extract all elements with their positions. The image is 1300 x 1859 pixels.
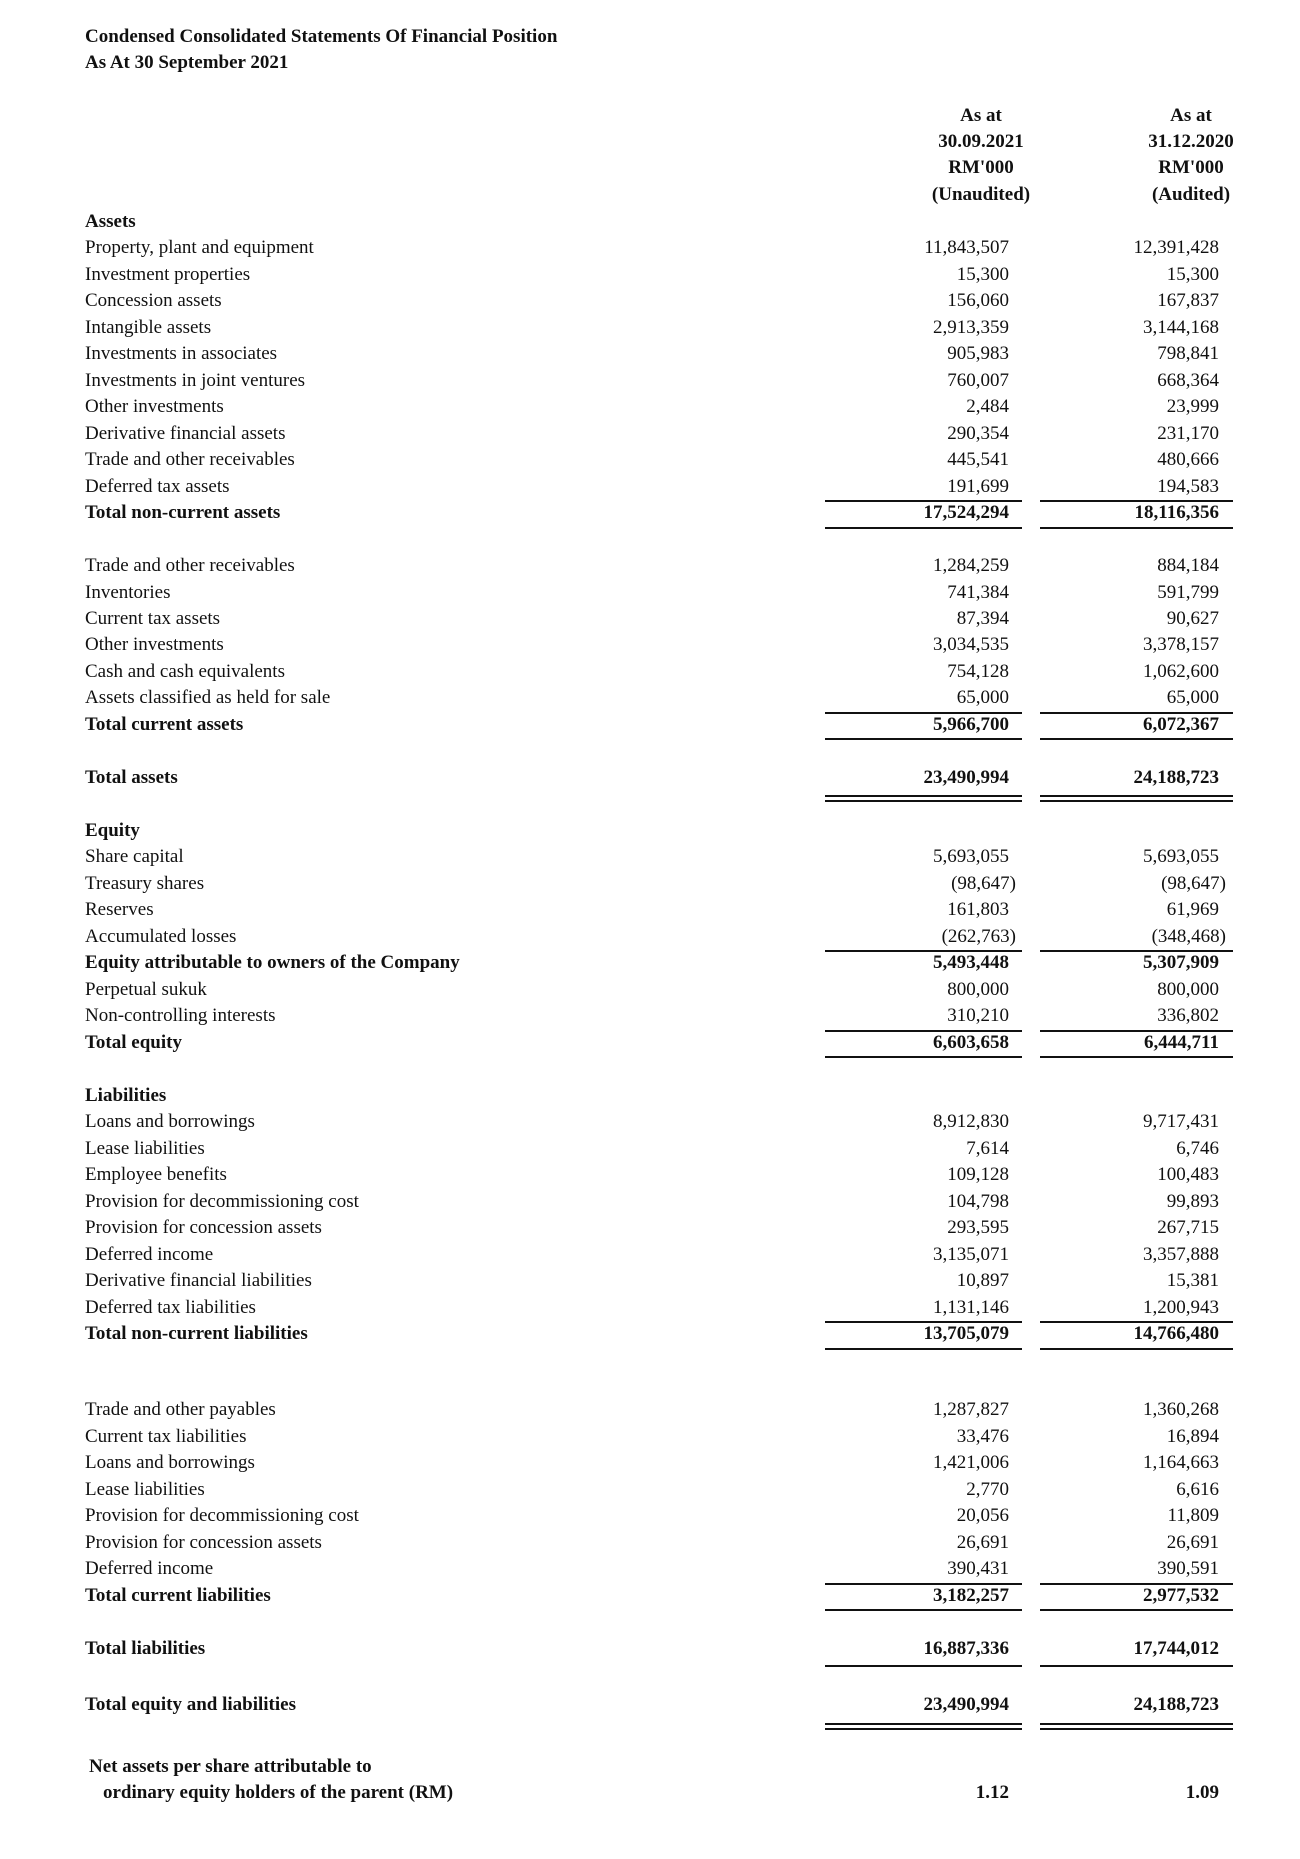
value-prior: (98,647) xyxy=(1161,873,1226,894)
value-current: 3,135,071 xyxy=(933,1244,1009,1265)
row-label: Deferred income xyxy=(85,1244,214,1265)
value-prior: 3,378,157 xyxy=(1143,634,1219,655)
value-current: 5,493,448 xyxy=(933,952,1009,973)
value-prior: 194,583 xyxy=(1157,476,1219,497)
single-underline xyxy=(1040,500,1233,502)
table-row xyxy=(85,1503,1235,1530)
value-prior: 24,188,723 xyxy=(1133,1694,1219,1715)
row-label: Total equity xyxy=(85,1032,182,1053)
row-label: Deferred tax liabilities xyxy=(85,1297,256,1318)
row-label: Derivative financial liabilities xyxy=(85,1270,312,1291)
value-prior: 267,715 xyxy=(1157,1217,1219,1238)
value-prior: 61,969 xyxy=(1166,899,1219,920)
value-current: 5,966,700 xyxy=(933,714,1009,735)
row-label: Total current liabilities xyxy=(85,1585,271,1606)
single-underline xyxy=(1040,1609,1233,1611)
table-row xyxy=(85,1530,1235,1557)
row-label: Accumulated losses xyxy=(85,926,237,947)
table-row xyxy=(85,1242,1235,1269)
value-prior: 9,717,431 xyxy=(1143,1111,1219,1132)
row-label: Total liabilities xyxy=(85,1638,206,1659)
row-label: Loans and borrowings xyxy=(85,1452,255,1473)
single-underline xyxy=(825,950,1022,952)
value-current: 156,060 xyxy=(947,290,1009,311)
row-label: Total assets xyxy=(85,767,178,788)
value-current: 905,983 xyxy=(947,343,1009,364)
row-label: Assets classified as held for sale xyxy=(85,687,331,708)
value-current: 23,490,994 xyxy=(923,767,1009,788)
value-prior: 1.09 xyxy=(1185,1782,1219,1803)
value-prior: 5,307,909 xyxy=(1143,952,1219,973)
table-row xyxy=(85,1268,1235,1295)
value-current: 293,595 xyxy=(947,1217,1009,1238)
table-row xyxy=(85,924,1235,951)
row-label: Provision for concession assets xyxy=(85,1217,322,1238)
row-label: Lease liabilities xyxy=(85,1138,205,1159)
table-row xyxy=(85,1556,1235,1583)
table-row xyxy=(85,1397,1235,1424)
table-row xyxy=(85,818,1235,845)
value-current: 16,887,336 xyxy=(923,1638,1009,1659)
row-label: Assets xyxy=(85,211,136,232)
value-current: 33,476 xyxy=(956,1426,1009,1447)
value-prior: 6,444,711 xyxy=(1144,1032,1219,1053)
row-label: Investments in joint ventures xyxy=(85,370,306,391)
value-current: 5,693,055 xyxy=(933,846,1009,867)
row-label: Provision for decommissioning cost xyxy=(85,1191,359,1212)
table-row xyxy=(85,474,1235,501)
table-row xyxy=(85,500,1235,527)
single-underline xyxy=(825,1665,1022,1667)
table-row xyxy=(85,288,1235,315)
table-row xyxy=(85,1030,1235,1057)
value-prior: 1,200,943 xyxy=(1143,1297,1219,1318)
value-prior: 15,381 xyxy=(1166,1270,1219,1291)
table-row xyxy=(85,765,1235,792)
row-label: Reserves xyxy=(85,899,154,920)
value-prior: 798,841 xyxy=(1157,343,1219,364)
table-row xyxy=(85,1780,1235,1807)
table-row xyxy=(85,262,1235,289)
single-underline xyxy=(825,1030,1022,1032)
row-label: Provision for decommissioning cost xyxy=(85,1505,359,1526)
table-row xyxy=(85,447,1235,474)
value-current: 3,034,535 xyxy=(933,634,1009,655)
row-label: Treasury shares xyxy=(85,873,205,894)
value-current: 109,128 xyxy=(947,1164,1009,1185)
value-current: 15,300 xyxy=(956,264,1009,285)
value-prior: 12,391,428 xyxy=(1133,237,1219,258)
value-prior: 90,627 xyxy=(1166,608,1219,629)
value-prior: 6,746 xyxy=(1176,1138,1219,1159)
single-underline xyxy=(825,1609,1022,1611)
double-underline xyxy=(825,795,1022,802)
value-prior: 99,893 xyxy=(1166,1191,1219,1212)
table-row xyxy=(85,1754,1235,1781)
row-label: Lease liabilities xyxy=(85,1479,205,1500)
single-underline xyxy=(825,1348,1022,1350)
table-row xyxy=(85,1003,1235,1030)
value-current: 2,770 xyxy=(966,1479,1009,1500)
table-row xyxy=(85,1636,1235,1663)
table-row xyxy=(85,844,1235,871)
value-prior: 26,691 xyxy=(1166,1532,1219,1553)
value-current: 1,131,146 xyxy=(933,1297,1009,1318)
value-prior: 24,188,723 xyxy=(1133,767,1219,788)
row-label: Trade and other payables xyxy=(85,1399,276,1420)
single-underline xyxy=(825,712,1022,714)
row-label: Intangible assets xyxy=(85,317,212,338)
value-prior: 1,062,600 xyxy=(1143,661,1219,682)
value-current: 2,484 xyxy=(966,396,1009,417)
value-current: 310,210 xyxy=(947,1005,1009,1026)
single-underline xyxy=(1040,1583,1233,1585)
value-current: (98,647) xyxy=(951,873,1016,894)
row-label: Non-controlling interests xyxy=(85,1005,276,1026)
row-label: Other investments xyxy=(85,634,224,655)
value-prior: 18,116,356 xyxy=(1134,502,1219,523)
row-label: Trade and other receivables xyxy=(85,555,295,576)
value-current: 8,912,830 xyxy=(933,1111,1009,1132)
value-prior: 6,616 xyxy=(1176,1479,1219,1500)
table-row xyxy=(85,1583,1235,1610)
value-prior: 15,300 xyxy=(1166,264,1219,285)
table-row xyxy=(85,632,1235,659)
row-label: Total equity and liabilities xyxy=(85,1694,296,1715)
value-prior: 1,360,268 xyxy=(1143,1399,1219,1420)
table-row xyxy=(85,1424,1235,1451)
value-prior: 5,693,055 xyxy=(1143,846,1219,867)
table-row xyxy=(85,685,1235,712)
row-label: Equity attributable to owners of the Company xyxy=(85,952,460,973)
value-current: 20,056 xyxy=(956,1505,1009,1526)
value-current: 1,421,006 xyxy=(933,1452,1009,1473)
table-row xyxy=(85,209,1235,236)
value-current: 161,803 xyxy=(947,899,1009,920)
single-underline xyxy=(1040,1030,1233,1032)
row-label: Property, plant and equipment xyxy=(85,237,314,258)
double-underline xyxy=(1040,1723,1233,1730)
value-prior: 2,977,532 xyxy=(1143,1585,1219,1606)
row-label: Total current assets xyxy=(85,714,244,735)
table-row xyxy=(85,1189,1235,1216)
table-row xyxy=(85,1162,1235,1189)
value-prior: 231,170 xyxy=(1157,423,1219,444)
double-underline xyxy=(825,1723,1022,1730)
table-row xyxy=(85,1321,1235,1348)
row-label: Investment properties xyxy=(85,264,251,285)
value-current: 104,798 xyxy=(947,1191,1009,1212)
value-current: 23,490,994 xyxy=(923,1694,1009,1715)
value-prior: 390,591 xyxy=(1157,1558,1219,1579)
table-row xyxy=(85,315,1235,342)
table-row xyxy=(85,553,1235,580)
value-prior: 100,483 xyxy=(1157,1164,1219,1185)
row-label: Employee benefits xyxy=(85,1164,227,1185)
single-underline xyxy=(825,1321,1022,1323)
row-label: Net assets per share attributable to xyxy=(89,1756,372,1777)
value-current: 741,384 xyxy=(947,582,1009,603)
row-label: Investments in associates xyxy=(85,343,278,364)
single-underline xyxy=(1040,1348,1233,1350)
value-prior: 336,802 xyxy=(1157,1005,1219,1026)
table-row xyxy=(85,659,1235,686)
value-current: 7,614 xyxy=(966,1138,1009,1159)
table-row xyxy=(85,950,1235,977)
table-row xyxy=(85,235,1235,262)
row-label: Trade and other receivables xyxy=(85,449,295,470)
table-row xyxy=(85,977,1235,1004)
value-current: 1.12 xyxy=(975,1782,1009,1803)
table-row xyxy=(85,1477,1235,1504)
value-current: 754,128 xyxy=(947,661,1009,682)
value-current: 445,541 xyxy=(947,449,1009,470)
single-underline xyxy=(825,1583,1022,1585)
row-label: Derivative financial assets xyxy=(85,423,286,444)
single-underline xyxy=(1040,1665,1233,1667)
value-prior: 3,144,168 xyxy=(1143,317,1219,338)
row-label: Concession assets xyxy=(85,290,222,311)
value-current: 390,431 xyxy=(947,1558,1009,1579)
table-row xyxy=(85,580,1235,607)
value-current: 2,913,359 xyxy=(933,317,1009,338)
table-row xyxy=(85,897,1235,924)
row-label: Deferred income xyxy=(85,1558,214,1579)
document-title: Condensed Consolidated Statements Of Financial Position xyxy=(85,26,558,47)
value-current: 3,182,257 xyxy=(933,1585,1009,1606)
table-row xyxy=(85,1083,1235,1110)
value-current: 290,354 xyxy=(947,423,1009,444)
single-underline xyxy=(825,500,1022,502)
table-row xyxy=(85,341,1235,368)
row-label: Share capital xyxy=(85,846,184,867)
value-current: 11,843,507 xyxy=(924,237,1009,258)
value-current: 13,705,079 xyxy=(923,1323,1009,1344)
row-label: Liabilities xyxy=(85,1085,167,1106)
row-label: Current tax assets xyxy=(85,608,221,629)
value-prior: 1,164,663 xyxy=(1143,1452,1219,1473)
single-underline xyxy=(825,738,1022,740)
value-prior: 167,837 xyxy=(1157,290,1219,311)
value-current: 65,000 xyxy=(956,687,1009,708)
single-underline xyxy=(1040,712,1233,714)
row-label: Inventories xyxy=(85,582,171,603)
value-prior: 23,999 xyxy=(1166,396,1219,417)
value-prior: 17,744,012 xyxy=(1133,1638,1219,1659)
row-label: Other investments xyxy=(85,396,224,417)
single-underline xyxy=(1040,1321,1233,1323)
value-prior: 884,184 xyxy=(1157,555,1219,576)
row-label: ordinary equity holders of the parent (RM) xyxy=(103,1782,454,1803)
row-label: Cash and cash equivalents xyxy=(85,661,285,682)
value-prior: 800,000 xyxy=(1157,979,1219,1000)
table-row xyxy=(85,1295,1235,1322)
table-row xyxy=(85,606,1235,633)
value-current: (262,763) xyxy=(941,926,1016,947)
value-current: 26,691 xyxy=(956,1532,1009,1553)
value-prior: 11,809 xyxy=(1167,1505,1219,1526)
single-underline xyxy=(825,527,1022,529)
value-prior: 591,799 xyxy=(1157,582,1219,603)
single-underline xyxy=(1040,527,1233,529)
single-underline xyxy=(1040,738,1233,740)
single-underline xyxy=(1040,1056,1233,1058)
row-label: Current tax liabilities xyxy=(85,1426,247,1447)
row-label: Perpetual sukuk xyxy=(85,979,207,1000)
table-row xyxy=(85,421,1235,448)
value-prior: 480,666 xyxy=(1157,449,1219,470)
row-label: Deferred tax assets xyxy=(85,476,230,497)
table-row xyxy=(85,394,1235,421)
row-label: Total non-current liabilities xyxy=(85,1323,308,1344)
value-current: 10,897 xyxy=(956,1270,1009,1291)
table-row xyxy=(85,712,1235,739)
single-underline xyxy=(1040,950,1233,952)
single-underline xyxy=(825,1056,1022,1058)
value-prior: 16,894 xyxy=(1166,1426,1219,1447)
value-prior: 6,072,367 xyxy=(1143,714,1219,735)
row-label: Total non-current assets xyxy=(85,502,281,523)
value-current: 800,000 xyxy=(947,979,1009,1000)
value-current: 760,007 xyxy=(947,370,1009,391)
value-current: 1,287,827 xyxy=(933,1399,1009,1420)
row-label: Equity xyxy=(85,820,140,841)
value-current: 87,394 xyxy=(956,608,1009,629)
double-underline xyxy=(1040,795,1233,802)
value-prior: 14,766,480 xyxy=(1133,1323,1219,1344)
value-current: 6,603,658 xyxy=(933,1032,1009,1053)
row-label: Loans and borrowings xyxy=(85,1111,255,1132)
value-current: 191,699 xyxy=(947,476,1009,497)
table-row xyxy=(85,871,1235,898)
table-row xyxy=(85,1450,1235,1477)
table-row xyxy=(85,1109,1235,1136)
value-current: 1,284,259 xyxy=(933,555,1009,576)
value-prior: 65,000 xyxy=(1166,687,1219,708)
table-row xyxy=(85,1215,1235,1242)
row-label: Provision for concession assets xyxy=(85,1532,322,1553)
value-current: 17,524,294 xyxy=(923,502,1009,523)
document-subtitle: As At 30 September 2021 xyxy=(85,52,289,73)
table-row xyxy=(85,368,1235,395)
table-row xyxy=(85,1136,1235,1163)
value-prior: 668,364 xyxy=(1157,370,1219,391)
value-prior: (348,468) xyxy=(1151,926,1226,947)
table-row xyxy=(85,1692,1235,1719)
value-prior: 3,357,888 xyxy=(1143,1244,1219,1265)
